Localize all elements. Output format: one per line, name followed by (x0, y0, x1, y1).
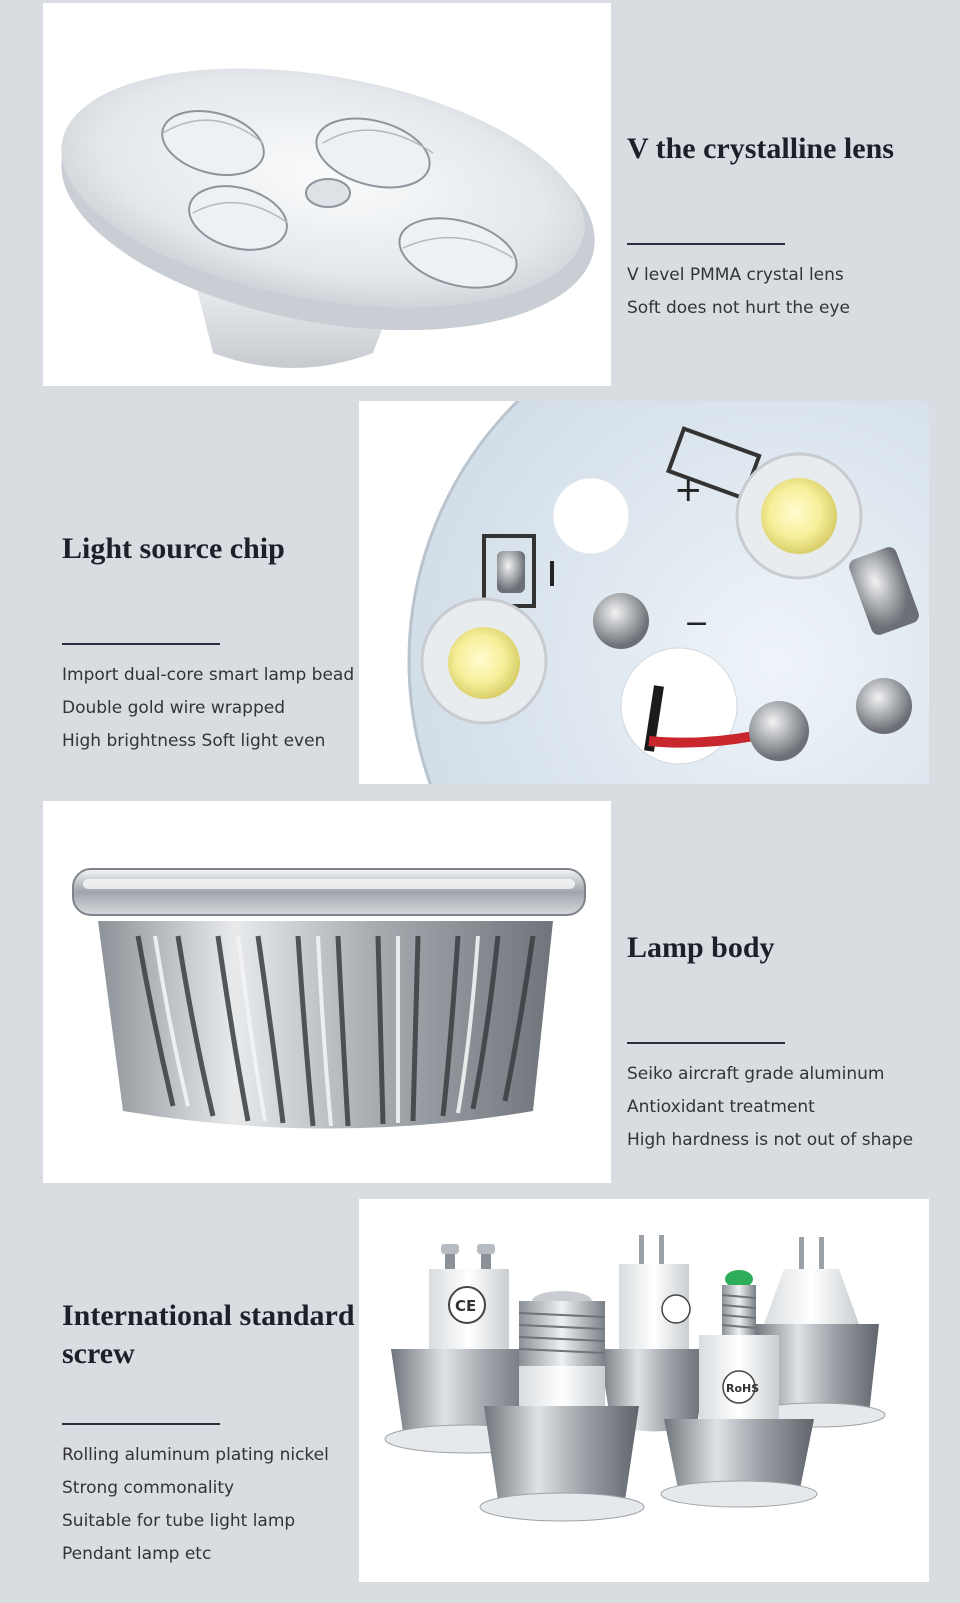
screw-feature-item: Strong commonality (62, 1478, 235, 1498)
minus-mark: − (684, 606, 710, 641)
lamp-body-feature-list (627, 1058, 947, 1157)
screw-feature-list (62, 1439, 362, 1571)
gu53-lamp (599, 1235, 709, 1432)
chip-feature-item: High brightness Soft light even (62, 731, 326, 751)
screw-image-panel (359, 1199, 929, 1582)
screw-text-block (62, 1297, 362, 1571)
chip-title: Light source chip (62, 532, 285, 565)
lens-feature-list (627, 259, 947, 325)
crystal-lens-illustration (43, 3, 611, 386)
ce-mark: CE (455, 1297, 477, 1315)
lens-image-panel (43, 3, 611, 386)
screw-feature-item: Rolling aluminum plating nickel (62, 1445, 329, 1465)
lens-feature-item: Soft does not hurt the eye (627, 298, 850, 318)
lens-divider (627, 243, 785, 245)
led-bead-left (422, 599, 546, 723)
chip-divider (62, 643, 220, 645)
lamp-bases-illustration (359, 1199, 929, 1582)
chip-image-panel (359, 401, 929, 784)
chip-feature-list (62, 659, 362, 758)
lamp-body-divider (627, 1042, 785, 1044)
screw-title-line1: International standard (62, 1299, 355, 1332)
chip-feature-item: Import dual-core smart lamp bead (62, 665, 355, 685)
lamp-body-feature-item: High hardness is not out of shape (627, 1130, 914, 1150)
screw-feature-item: Pendant lamp etc (62, 1544, 212, 1564)
lens-text-block (627, 130, 947, 325)
aluminum-lamp-body-illustration (43, 801, 611, 1183)
lamp-body-title: Lamp body (627, 931, 775, 964)
lens-title: V the crystalline lens (627, 132, 894, 165)
screw-feature-item: Suitable for tube light lamp (62, 1511, 296, 1531)
screw-divider (62, 1423, 220, 1425)
lamp-body-image-panel (43, 801, 611, 1183)
led-chip-board-illustration (359, 401, 929, 784)
led-bead-top (737, 454, 861, 578)
lamp-body-text-block (627, 929, 947, 1157)
rohs-mark: RoHS (726, 1382, 760, 1395)
chip-text-block (62, 530, 362, 758)
lamp-body-feature-item: Seiko aircraft grade aluminum (627, 1064, 885, 1084)
screw-title-line2: screw (62, 1337, 135, 1370)
lamp-body-feature-item: Antioxidant treatment (627, 1097, 815, 1117)
chip-feature-item: Double gold wire wrapped (62, 698, 286, 718)
plus-mark: + (674, 470, 703, 510)
screw-title (62, 1297, 362, 1373)
lens-feature-item: V level PMMA crystal lens (627, 265, 844, 285)
